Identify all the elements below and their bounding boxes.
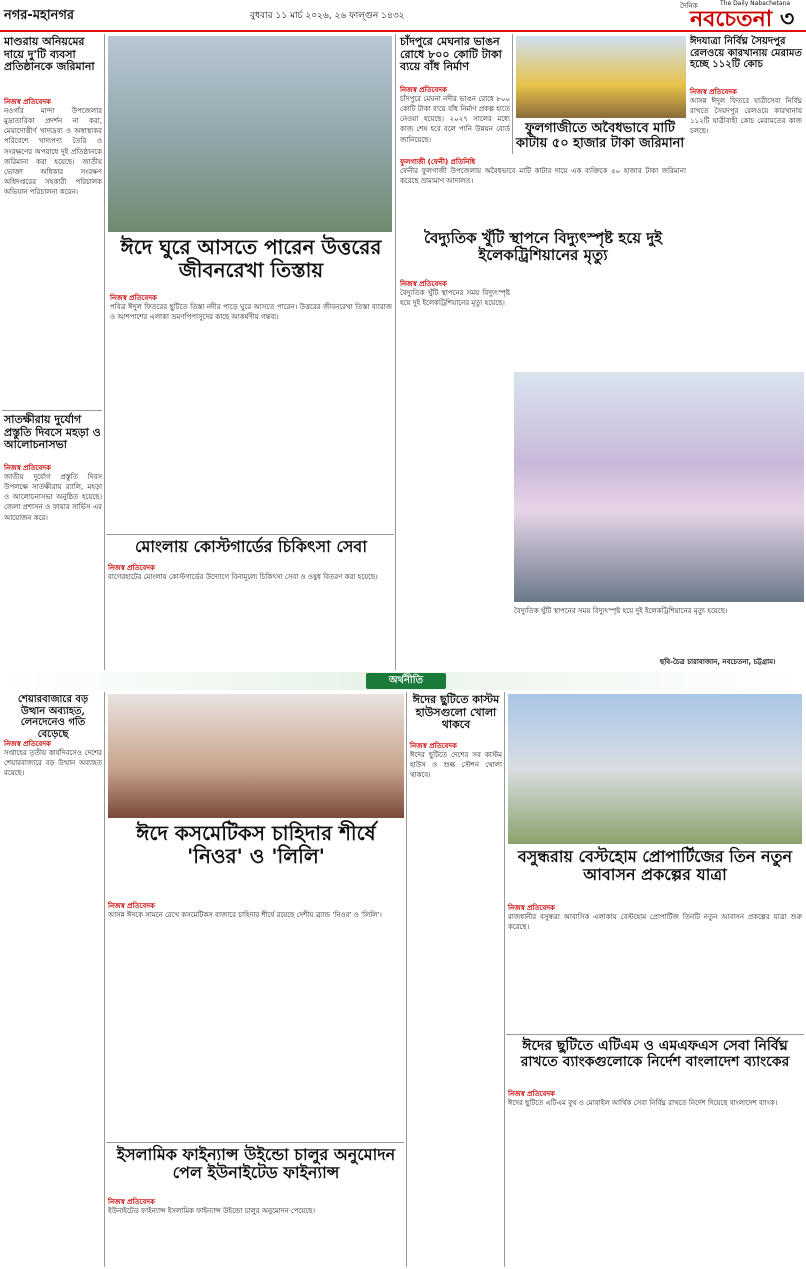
issue-date: বুধবার ১১ মার্চ ২০২৬, ২৬ ফাল্গুন ১৪৩২ bbox=[250, 11, 405, 21]
building-photo bbox=[508, 694, 802, 844]
body-a2: জাতীয় দুর্যোগ প্রস্তুতি দিবস উপলক্ষে সাতক্ষীরায় র‍্যালি, মহড়া ও আলোচনাসভা অনুষ্ঠিত হয়েছে। জেলা প্রশাসন ও ফায়ার সার্ভিস এর আয়োজন করে। bbox=[4, 473, 102, 522]
body-a8: বাগেরহাটের মোংলায় কোস্টগার্ডের উদ্যোগে বিনামূল্যে চিকিৎসা সেবা ও ওষুধ বিতরণ করা হয়েছে। bbox=[108, 573, 378, 581]
headline-a14: ইসলামিক ফাইন্যান্স উইন্ডো চালুর অনুমোদন পেল ইউনাইটেড ফাইন্যান্স bbox=[116, 1145, 396, 1183]
excavator-photo bbox=[516, 36, 686, 118]
divider bbox=[2, 410, 102, 411]
divider bbox=[106, 1142, 404, 1143]
headline-a2: সাতক্ষীরায় দুর্যোগ প্রস্তুতি দিবসে মহড়া ও আলোচনাসভা bbox=[4, 413, 101, 452]
tista-photo bbox=[108, 36, 392, 232]
page-number: ৩ bbox=[780, 7, 795, 32]
logo-en: The Daily Nabachetana bbox=[720, 0, 791, 7]
logo: নবচেতনা bbox=[690, 6, 773, 32]
body-a13: ঈদের ছুটিতে এটিএম বুথ ও মোবাইল আর্থিক সেবা নির্বিঘ্ন রাখতে নির্দেশ দিয়েছে বাংলাদেশ ব্যাংক। bbox=[508, 1099, 778, 1107]
divider bbox=[104, 692, 105, 1267]
body-a10: ঈদের ছুটিতে দেশের সব কাস্টম হাউস ও শুল্ক স্টেশন খোলা থাকবে। bbox=[410, 751, 502, 780]
byline-a5: ফুলগাজী (ফেনী) প্রতিনিধি bbox=[400, 158, 476, 166]
byline-a12: নিজস্ব প্রতিবেদক bbox=[508, 904, 555, 912]
headline-a8: মোংলায় কোস্টগার্ডের চিকিৎসা সেবা bbox=[135, 537, 367, 556]
byline-a11: নিজস্ব প্রতিবেদক bbox=[108, 902, 155, 910]
section-banner-label: অর্থনীতি bbox=[366, 673, 446, 689]
body-a4: আসন্ন ঈদুল ফিতরে যাত্রীসেবা নির্বিঘ্ন রাখতে সৈয়দপুর রেলওয়ে কারখানায় ১১২টি যাত্রীবাহী কোচ মেরামতের কাজ চলছে। bbox=[690, 97, 802, 136]
body-a14: ইউনাইটেড ফাইন্যান্স ইসলামিক ফাইন্যান্স উইন্ডো চালুর অনুমোদন পেয়েছে। bbox=[108, 1207, 315, 1215]
byline-a2: নিজস্ব প্রতিবেদক bbox=[4, 464, 51, 472]
body-a5: ফেনীর ফুলগাজী উপজেলায় অবৈধভাবে মাটি কাটার দায়ে এক ব্যক্তিকে ৫০ হাজার টাকা জরিমানা করেছে ভ্রাম্যমাণ আদালত। bbox=[400, 167, 686, 186]
byline-a7: নিজস্ব প্রতিবেদক bbox=[400, 280, 447, 288]
cosmetics-photo bbox=[108, 694, 404, 818]
headline-a13: ঈদের ছুটিতে এটিএম ও এমএফএস সেবা নির্বিঘ্ন রাখতে ব্যাংকগুলোকে নির্দেশ বাংলাদেশ ব্যাংকের bbox=[520, 1038, 790, 1071]
body-a1: নওগাঁর মান্দা উপজেলার মুদ্রাতারিকা প্রদর্শন না করা, মেয়াদোত্তীর্ণ খাদ্যদ্রব্য ও অস্বাস্থ্যকর পরিবেশে খাদ্যপণ্য তৈরি ও সংরক্ষণের অপরাধে দুই প্রতিষ্ঠানকে জরিমানা করা হয়েছে। জাতীয় ভোক্তা অধিকার সংরক্ষণ অধিদপ্তরের সহকারী পরিচালক অভিযান পরিচালনা করেন। bbox=[4, 107, 102, 197]
divider bbox=[104, 34, 105, 670]
divider bbox=[406, 692, 407, 1267]
headline-a3: চাঁদপুরে মেঘনার ভাঙন রোধে ৮০০ কোটি টাকা ব্যয়ে বাঁধ নির্মাণ bbox=[400, 35, 502, 74]
byline-a4: নিজস্ব প্রতিবেদক bbox=[690, 88, 737, 96]
byline-a9: নিজস্ব প্রতিবেদক bbox=[4, 740, 51, 748]
logo-small: দৈনিক bbox=[680, 2, 698, 10]
body-a9: সপ্তাহের তৃতীয় কার্যদিবসেও দেশের শেয়ারবাজারে বড় উত্থান অব্যাহত রয়েছে। bbox=[4, 749, 102, 778]
section-label: নগর-মহানগর bbox=[4, 8, 75, 23]
headline-a9: শেয়ারবাজারে বড় উত্থান অব্যাহত, লেনদেনেও গতি বেড়েছে bbox=[17, 694, 89, 740]
divider bbox=[506, 1034, 804, 1035]
byline-a13: নিজস্ব প্রতিবেদক bbox=[508, 1090, 555, 1098]
body-a11: আসন্ন ঈদকে সামনে রেখে কসমেটিকস বাজারে চাহিদার শীর্ষে রয়েছে দেশীয় ব্র্যান্ড 'নিওর' ও 'লিলি'। bbox=[108, 911, 382, 919]
headline-a11: ঈদে কসমেটিকস চাহিদার শীর্ষে 'নিওর' ও 'লিলি' bbox=[136, 821, 376, 868]
byline-a3: নিজস্ব প্রতিবেদক bbox=[400, 86, 447, 94]
byline-a14: নিজস্ব প্রতিবেদক bbox=[108, 1198, 155, 1206]
photo-caption-body: বৈদ্যুতিক খুঁটি স্থাপনের সময় বিদ্যুৎস্পৃষ্ট হয়ে দুই ইলেকট্রিশিয়ানের মৃত্যু হয়েছে। bbox=[514, 607, 728, 615]
headline-a6: ঈদে ঘুরে আসতে পারেন উত্তরের জীবনরেখা তিস্তায় bbox=[120, 235, 382, 282]
byline-a6: নিজস্ব প্রতিবেদক bbox=[110, 294, 157, 302]
divider bbox=[106, 534, 394, 535]
body-a7: বৈদ্যুতিক খুঁটি স্থাপনের সময় বিদ্যুৎস্পৃষ্ট হয়ে দুই ইলেকট্রিশিয়ানের মৃত্যু হয়েছে। bbox=[400, 289, 510, 308]
headline-a1: মাণ্ডরায় অনিয়মের দায়ে দু'টি ব্যবসা প্রতিষ্ঠানকে জরিমানা bbox=[4, 35, 95, 74]
photo-credit: ছবি-চৈত্র চারাবাজান, নবচেতনা, চট্টগ্রাম। bbox=[660, 658, 776, 666]
body-a3: চাঁদপুরে মেঘনা নদীর ভাঙন রোধে ৮০০ কোটি টাকা ব্যয়ে বাঁধ নির্মাণ প্রকল্প হাতে নেওয়া হয়েছে। ২০২৭ সালের মধ্যে কাজ শেষ হবে বলে পানি উন্নয়ন বোর্ড জানিয়েছে। bbox=[400, 95, 510, 144]
headline-a12: বসুন্ধরায় বেস্টহোম প্রোপার্টিজের তিন নতুন আবাসন প্রকল্পের যাত্রা bbox=[517, 847, 793, 885]
byline-a1: নিজস্ব প্রতিবেদক bbox=[4, 98, 51, 106]
event-photo bbox=[514, 372, 804, 602]
divider bbox=[395, 34, 396, 670]
headline-a5: ফুলগাজীতে অবৈধভাবে মাটি কাটায় ৫০ হাজার টাকা জরিমানা bbox=[515, 121, 685, 151]
headline-a4: ঈদযাত্রা নির্বিঘ্ন সৈয়দপুর রেলওয়ে কারখানায় মেরামত হচ্ছে ১১২টি কোচ bbox=[690, 36, 802, 70]
body-a12: রাজধানীর বসুন্ধরা আবাসিক এলাকায় বেস্টহোম প্রোপার্টিজ তিনটি নতুন আবাসন প্রকল্পের যাত্রা শুরু করেছে। bbox=[508, 913, 802, 932]
byline-a10: নিজস্ব প্রতিবেদক bbox=[410, 742, 457, 750]
body-a6: পবিত্র ঈদুল ফিতরের ছুটিতে তিস্তা নদীর পাড়ে ঘুরে আসতে পারেন। উত্তরের জীবনরেখা তিস্তা ব্যারাজ ও আশপাশের এলাকা ভ্রমণপিপাসুদের কাছে আকর্ষণীয় গন্তব্য। bbox=[110, 303, 392, 322]
headline-a10: ঈদের ছুটিতে কাস্টম হাউসগুলো খোলা থাকবে bbox=[412, 693, 500, 732]
byline-a8: নিজস্ব প্রতিবেদক bbox=[108, 564, 155, 572]
divider bbox=[504, 692, 505, 1267]
headline-a7: বৈদ্যুতিক খুঁটি স্থাপনে বিদ্যুৎস্পৃষ্ট হয়ে দুই ইলেকট্রিশিয়ানের মৃত্যু bbox=[423, 229, 663, 265]
